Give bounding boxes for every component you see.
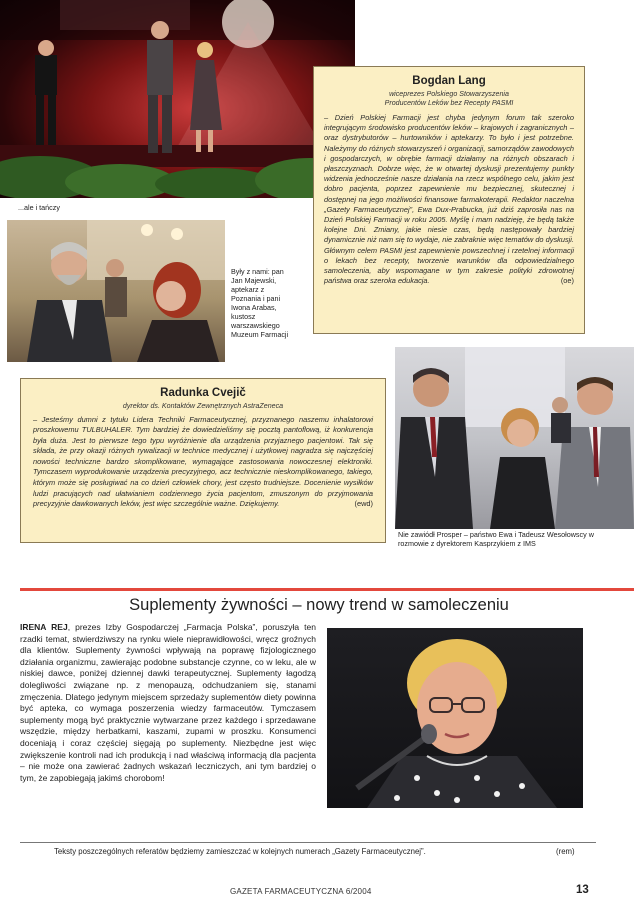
stage-dance-illustration (0, 0, 355, 198)
quote-text: – Dzień Polskiej Farmacji jest chyba jedynym forum tak szeroko integrującym środowisko producentów leków – krajowych i zagranicznych – oraz dystrybutorów – hurtowników i aptekarzy. To było i jest potrzebne. Należymy do różnych stowarzyszeń i organizacji, samorządów zawodowych i gospodarczych, w obrębie farmacji działamy na różnych obszarach i płaszczyznach. Dobrze więc, że w otwartej dyskusji prezentujemy punkty widzenia jednocześnie nasze działania na rzecz wspólnego celu, jakim jest dobro pacjenta, poprzez zapewnienie mu bezpiecznej, skutecznej i dostępnej na jego możliwości finansowe farmakoterapii. Redaktor naczelna „Gazety Farmaceutycznej”, Ewa Dux-Prabucka, już dziś zaprosiła nas na Dzień Polskiej Farmacji w roku 2005. Myślę i mam nadzieję, że będą także kolejne Dni. Zmiany, jakie niesie czas, będą następowały bardziej dynamicznie niż nam się to wydaje, nie zabraknie więc tematów do dyskusji. Głównym celem PASMI jest zapewnienie powszechnej i rzetelnej informacji o lekach bez recepty, tworzenie warunków dla odpowiedzialnego samoleczenia, aby wspomagane w tym zakresie polityki zdrowotnej państwa oraz szeroka edukacja. (324, 113, 574, 286)
article-lead-name: IRENA REJ (20, 622, 68, 632)
article-title: Suplementy żywności – nowy trend w samoleczeniu (129, 596, 509, 614)
caption-dance: ...ale i tańczy (18, 203, 60, 212)
photo-speaker (327, 628, 583, 808)
quote-author-role: dyrektor ds. Kontaktów Zewnętrznych AstraZeneca (122, 402, 284, 410)
quote-signature: (oe) (560, 276, 574, 286)
quote-author-name: Bogdan Lang (412, 75, 486, 87)
note-signature: (rem) (556, 847, 575, 856)
article-text: , prezes Izby Gospodarczej „Farmacja Polska”, poruszyła ten rzadki temat, stwierdziwszy na rynku wiele nieprawidłowości, wręcz groźnych dla klientów. Suplementy żywności wpływają na poprawę fizjologicznego działania organizmu, zawierając podobne substancje czynne, co w leku, ale w niskiej dawce, poniżej dziennej dawki terapeutycznej. Suplementy łagodzą dolegliwości związane np. z menopauzą, odchudzaniem się, stanami zmęczenia. Dlatego jedynym miejscem sprzedaży suplementów diety powinna być apteka, co wymaga poszerzenia wiedzy farmaceutów. Tymczasem suplementy mogą być praktycznie wytwarzane przez każdego i sprzedawane wszędzie, między herbatkami, kaszami, zupami w proszku. Konsumenci doceniają i coraz częściej sięgają po suplementy. Niezbędne jest więc zwiększenie kontroli nad ich produkcją i nad właściwą informacją dla pacjenta – nie może ona zawierać żadnych wskazań leczniczych, ani tym bardziej o tym, że zapobiegają jakimś chorobom! (20, 622, 316, 783)
quote-author-role: wiceprezes Polskiego Stowarzyszenia (389, 90, 509, 98)
article-body (20, 622, 316, 784)
caption-prosper: Nie zawiódł Prosper – państwo Ewa i Tadeusz Wesołowscy w rozmowie z dyrektorem Kasprzykiem z IMS (398, 530, 594, 548)
note-text: Teksty poszczególnych referatów będziemy zamieszczać w kolejnych numerach „Gazety Farmaceutycznej”. (54, 847, 426, 856)
quote-box-radunka-cvejic (20, 378, 386, 543)
quote-body (324, 113, 574, 286)
quote-text: – Jesteśmy dumni z tytułu Lidera Techniki Farmaceutycznej, przyznanego naszemu inhalatorowi proszkowemu TULBUHALER. Tym bardziej że dowiedzieliśmy się pocztą pantoflową, iż konkurencja była duża. Jest to pierwsze tego typu wyróżnienie dla urządzenia przyjaznego pacjentowi. Tak się składa, że przy okazji różnych rywalizacji w technice medycznej i użytkowej nagradza się najczęściej nowości techniczne bardzo skomplikowane, wymagające zastosowania nowoczesnej elektroniki. Tymczasem wyprodukowanie urządzenia precyzyjnego, acz technicznie nieskomplikowanego, takiego, którym może się posługiwać na co dzień człowiek chory, jest często trudniejsze. Docenienie wysiłków ludzi pracujących nad ułatwianiem codziennego życia pacjentom, zmuszonym do przyjmowania precyzyjnie dawkowanych leków, jest więc szczególnie ważne. Dziękujemy. (33, 414, 373, 509)
quote-box-bogdan-lang (313, 66, 585, 334)
section-divider (20, 588, 634, 591)
speaker-illustration (327, 628, 583, 808)
photo-guests (7, 220, 225, 362)
quote-author-name: Radunka Cvejič (160, 387, 246, 399)
quote-signature: (ewd) (354, 499, 373, 509)
footer-journal: GAZETA FARMACEUTYCZNA 6/2004 (230, 887, 372, 896)
photo-stage-dance (0, 0, 355, 198)
page-number: 13 (576, 884, 589, 896)
quote-author-role-line2: Producentów Leków bez Recepty PASMI (384, 98, 514, 107)
note-rule-top (20, 842, 596, 843)
prosper-illustration (395, 347, 634, 529)
guests-illustration (7, 220, 225, 362)
quote-body (33, 415, 373, 510)
photo-prosper (395, 347, 634, 529)
caption-guests: Były z nami: pan Jan Majewski, aptekarz z Poznania i pani Iwona Arabas, kustosz warszawskiego Muzeum Farmacji (231, 267, 289, 339)
